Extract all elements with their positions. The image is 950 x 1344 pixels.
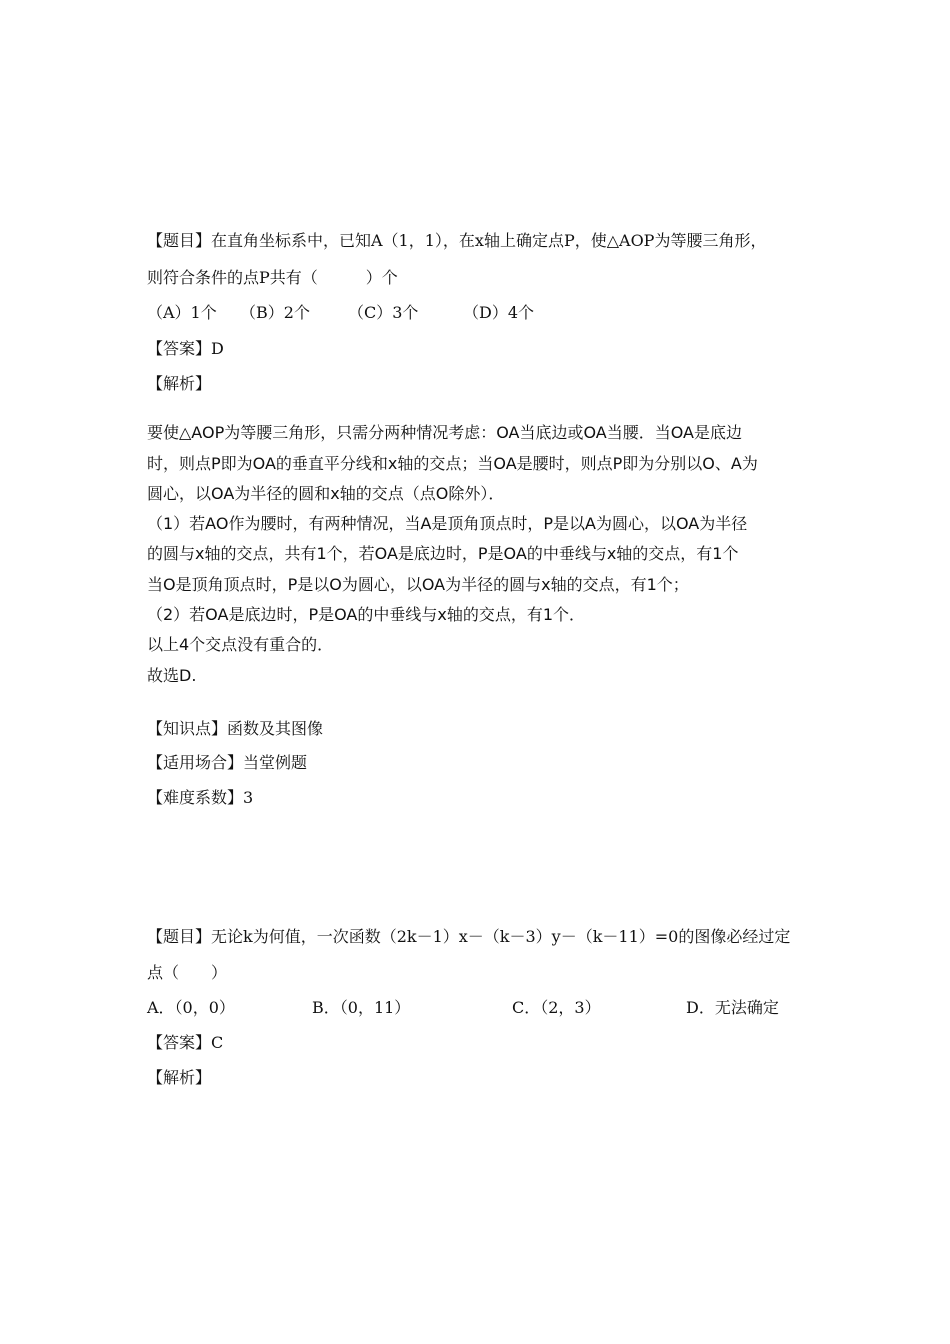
q2-answer: 【答案】C (147, 1033, 224, 1052)
q2-stem-line2: 点（ ） (147, 963, 228, 982)
q2-analysis-heading: 【解析】 (147, 1068, 212, 1087)
q1-stem-line1: 【题目】在直角坐标系中，已知A（1，1），在x轴上确定点P，使△AOP为等腰三角形， (147, 231, 767, 250)
q1-solution-line: 的圆与x轴的交点，共有1个，若OA是底边时，P是OA的中垂线与x轴的交点，有1个 (147, 544, 739, 563)
q2-stem-line1: 【题目】无论k为何值，一次函数（2k－1）x－（k－3）y－（k－11）=0的图像必经过定 (147, 927, 791, 946)
q1-option-c: （C）3个 (348, 303, 419, 322)
q1-solution-line: 当O是顶角顶点时，P是以O为圆心，以OA为半径的圆与x轴的交点，有1个； (147, 575, 689, 594)
q2-option-c: C．（2，3） (512, 998, 601, 1017)
q1-solution-line: （2）若OA是底边时，P是OA的中垂线与x轴的交点，有1个． (147, 605, 585, 624)
q1-option-a: （A）1个 (147, 303, 217, 322)
q1-difficulty: 【难度系数】3 (147, 788, 254, 807)
q1-option-b: （B）2个 (240, 303, 310, 322)
q1-answer: 【答案】D (147, 339, 224, 358)
q1-solution-line: 圆心，以OA为半径的圆和x轴的交点（点O除外）． (147, 484, 505, 503)
q1-option-d: （D）4个 (463, 303, 535, 322)
q1-analysis-heading: 【解析】 (147, 374, 212, 393)
q2-option-d: D．无法确定 (686, 998, 779, 1017)
q1-solution-line: 时，则点P即为OA的垂直平分线和x轴的交点；当OA是腰时，则点P即为分别以O、A为 (147, 454, 758, 473)
q1-solution-line: 要使△AOP为等腰三角形，只需分两种情况考虑：OA当底边或OA当腰．当OA是底边 (147, 423, 742, 442)
q1-solution-line: 故选D. (147, 666, 197, 685)
q1-stem-line2: 则符合条件的点P共有（ ）个 (147, 268, 398, 287)
q1-knowledge-point: 【知识点】函数及其图像 (147, 719, 324, 738)
q1-scenario: 【适用场合】当堂例题 (147, 753, 308, 772)
q2-option-a: A．（0，0） (147, 998, 235, 1017)
q2-option-b: B．（0，11） (312, 998, 411, 1017)
q1-solution-line: （1）若AO作为腰时，有两种情况，当A是顶角顶点时，P是以A为圆心，以OA为半径 (147, 514, 748, 533)
q1-solution-line: 以上4个交点没有重合的． (147, 635, 334, 654)
